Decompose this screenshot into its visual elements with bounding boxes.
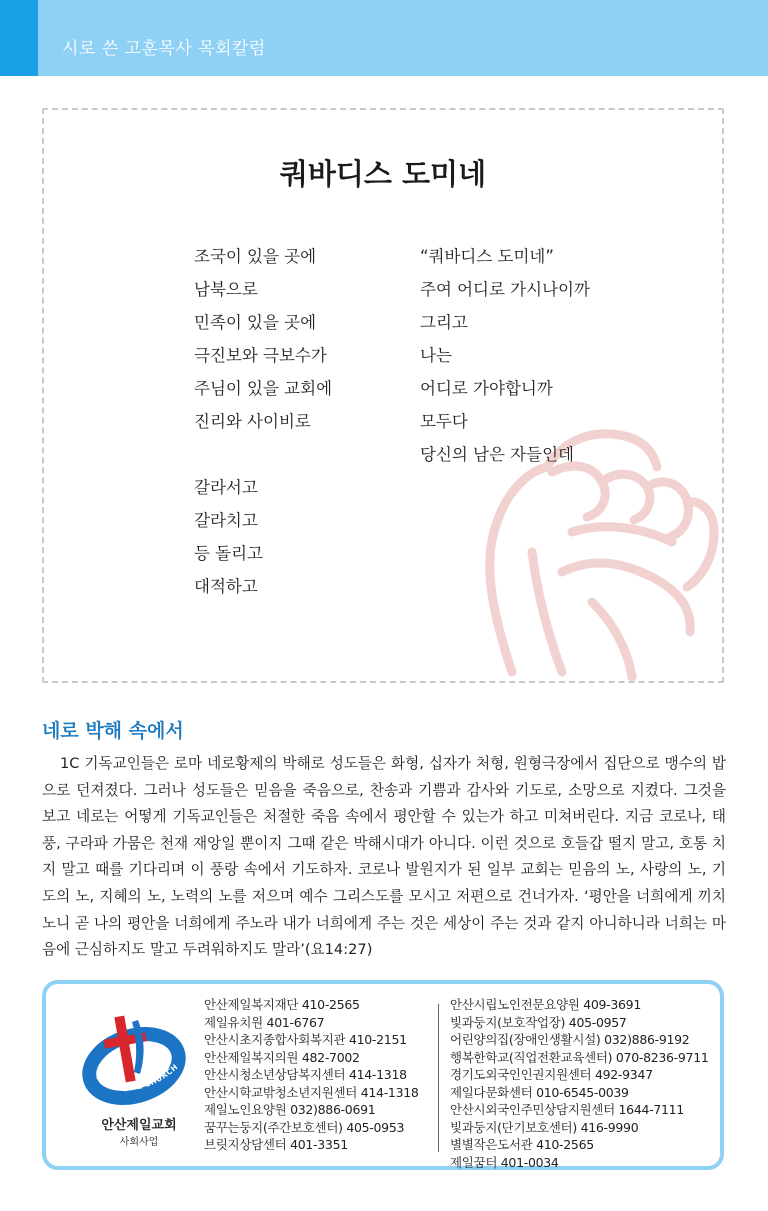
poem-line: 주님이 있을 교회에: [194, 379, 333, 398]
directory-divider: [438, 1004, 439, 1152]
poem-line: 진리와 사이비로: [194, 412, 311, 431]
poem-title: 쿼바디스 도미네: [279, 157, 487, 191]
directory-item: 안산시초지종합사회복지관 410-2151: [204, 1032, 407, 1047]
directory-item: 안산시학교밖청소년지원센터 414-1318: [204, 1084, 419, 1100]
church-logo-icon: [74, 1006, 204, 1114]
logo-arc-text: ANSANJEIL CHURCH: [94, 1062, 180, 1092]
directory-item: 꿈꾸는둥지(주간보호센터) 405-0953: [204, 1119, 405, 1135]
poem-line: 극진보와 극보수가: [194, 346, 327, 365]
directory-item: 빛과둥지(단기보호센터) 416-9990: [450, 1119, 639, 1135]
header-bar: [0, 0, 768, 76]
poem-line: 모두다: [420, 412, 468, 431]
poem-box: [42, 108, 724, 683]
poem-line: 당신의 남은 자들인데: [420, 445, 574, 464]
poem-line: 그리고: [420, 313, 468, 332]
poem-line: 남북으로: [194, 280, 258, 299]
directory-item: 브릿지상담센터 401-3351: [204, 1137, 348, 1152]
directory-item: 경기도외국인인권지원센터 492-9347: [450, 1067, 653, 1082]
directory-item: 안산시외국인주민상담지원센터 1644-7111: [450, 1102, 684, 1117]
directory-item: 안산시립노인전문요양원 409-3691: [450, 997, 641, 1012]
directory-item: 제일노인요양원 032)886-0691: [204, 1102, 376, 1117]
directory-left-column: [204, 996, 419, 1154]
poem-line: 등 돌리고: [194, 544, 264, 563]
directory-right-column: [450, 996, 709, 1171]
poem-line: 나는: [420, 346, 452, 365]
section-title: 네로 박해 속에서: [42, 720, 184, 742]
poem-line: “쿼바디스 도미네”: [420, 247, 554, 266]
poem-left-column: [194, 240, 332, 603]
poem-line: 갈라서고: [194, 478, 258, 497]
header-title: 시로 쓴 고훈목사 목회칼럼: [62, 39, 266, 59]
directory-item: 안산제일복지재단 410-2565: [204, 997, 360, 1012]
church-logo: [74, 1006, 204, 1156]
poem-line: 대적하고: [194, 577, 258, 596]
directory-item: 어린양의집(장애인생활시설) 032)886-9192: [450, 1032, 690, 1047]
section-body: 1C 기독교인들은 로마 네로황제의 박해로 성도들은 화형, 십자가 처형, 원형극장에서 집단으로 맹수의 밥으로 던져졌다. 그러나 성도들은 믿음을 죽음으로, 찬송과 기쁨과 감사와 기도로, 소망으로 지켰다. 그것을 보고 네로는 어떻게 기독교인들은 처절한 죽음 속에서 평안할 수 있는가 하고 미쳐버린다. 지금 코로나, 태풍, 구라파 가뭄은 천재 재앙일 뿐이지 그때 같은 박해시대가 아니다. 이런 것으로 호들갑 떨지 말고, 호통 치지 말고 때를 기다리며 이 풍랑 속에서 기도하자. 코로나 발원지가 된 일부 교회는 믿음의 노, 사랑의 노, 기도의 노, 지혜의 노, 노력의 노를 저으며 예수 그리스도를 모시고 저편으로 건너가자. ‘평안을 너희에게 끼치노니 곧 나의 평안을 너희에게 주노라 내가 너희에게 주는 것은 세상이 주는 것과 같지 아니하니라 너희는 마음에 근심하지도 말고 두려워하지도 말라’(요14:27): [42, 755, 726, 959]
poem-line: 조국이 있을 곳에: [194, 247, 317, 266]
logo-name: 안산제일교회: [101, 1118, 177, 1133]
directory-item: 제일꿈터 401-0034: [450, 1154, 559, 1170]
directory-item: 제일다문화센터 010-6545-0039: [450, 1084, 629, 1100]
directory-item: 별별작은도서관 410-2565: [450, 1137, 594, 1152]
poem-line: 갈라치고: [194, 511, 258, 530]
poem-line: 어디로 가야합니까: [420, 379, 553, 398]
poem-right-column: [420, 240, 590, 471]
poem-line: 민족이 있을 곳에: [194, 313, 317, 332]
directory-item: 제일유치원 401-6767: [204, 1014, 325, 1030]
directory-item: 행복한학교(직업전환교육센터) 070-8236-9711: [450, 1049, 709, 1065]
logo-subtitle: 사회사업: [119, 1137, 159, 1148]
poem-line: 주여 어디로 가시나이까: [420, 280, 590, 299]
directory-box: [42, 980, 724, 1170]
header-accent-block: [0, 0, 38, 76]
directory-item: 빛과둥지(보호작업장) 405-0957: [450, 1014, 627, 1030]
directory-item: 안산시청소년상담복지센터 414-1318: [204, 1067, 407, 1082]
stanza-gap: [194, 438, 332, 471]
directory-item: 안산제일복지의원 482-7002: [204, 1049, 360, 1065]
